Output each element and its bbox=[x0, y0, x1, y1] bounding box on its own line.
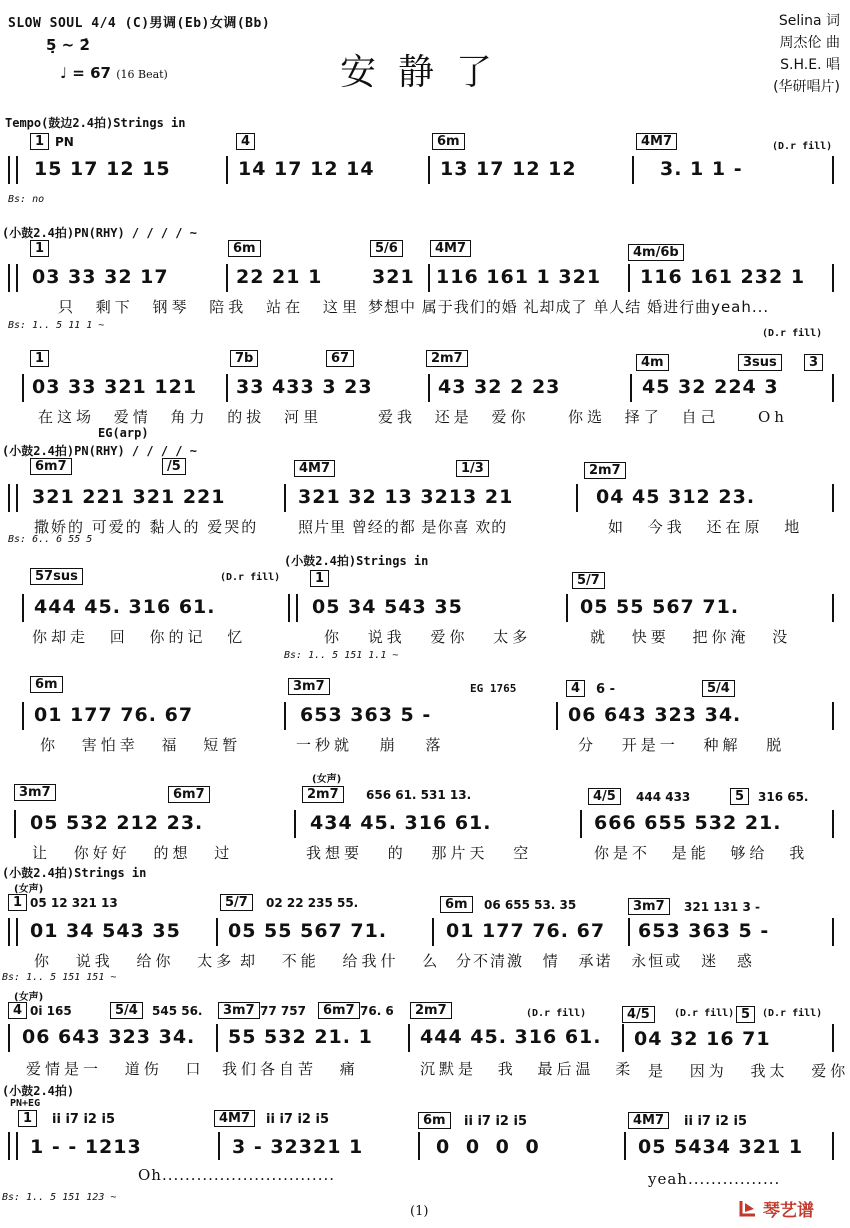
notes-measure: 03 33 32 17 bbox=[32, 266, 169, 288]
barline bbox=[832, 810, 834, 838]
chord-box: 57sus bbox=[30, 568, 83, 585]
chord-box: 4M7 bbox=[214, 1110, 255, 1127]
row2-annotation: (小鼓2.4拍)PN(RHY) / / / / ~ bbox=[2, 226, 197, 240]
bass-line: Bs: 1.. 5 11 1 ~ bbox=[8, 320, 105, 331]
chord-box: 1 bbox=[8, 894, 27, 911]
notes-measure: 321 221 321 221 bbox=[32, 486, 226, 508]
lyrics-line: 在这场 爱情 角力 的拔 河里 bbox=[38, 408, 323, 426]
chord-box: 4m/6b bbox=[628, 244, 684, 261]
bass-line: Bs: 1.. 5 151 1.1 ~ bbox=[284, 650, 399, 661]
notes-measure: 15 17 12 15 bbox=[34, 158, 171, 180]
upper-voice: ii i7 i2 i5 bbox=[464, 1114, 527, 1129]
barline bbox=[832, 264, 834, 292]
notes-measure: 444 45. 316 61. bbox=[34, 596, 216, 618]
notes-measure: 116 161 1 321 bbox=[436, 266, 602, 288]
bass-line: Bs: 1.. 5 151 123 ~ bbox=[2, 1192, 117, 1203]
lyrics-line: 却 不能 给我什 么 bbox=[240, 952, 442, 970]
label: (华研唱片) bbox=[773, 79, 840, 95]
row10-annotation: (小鼓2.4拍) bbox=[2, 1084, 75, 1098]
drum-fill-note: (D.r fill) bbox=[674, 1008, 735, 1019]
meta-line: SLOW SOUL 4/4 (C)男调(Eb)女调(Bb) bbox=[8, 16, 271, 31]
notes-measure: 444 45. 316 61. bbox=[420, 1026, 602, 1048]
chord-box: 5/7 bbox=[220, 894, 253, 911]
chord-box: 5/7 bbox=[572, 572, 605, 589]
notes-measure: 43 32 2 23 bbox=[438, 376, 561, 398]
notes-measure: 1 - - 1213 bbox=[30, 1136, 142, 1158]
chord-box: 3m7 bbox=[218, 1002, 260, 1019]
barline bbox=[432, 918, 434, 946]
barline bbox=[832, 594, 834, 622]
female-voice-marker: (女声) bbox=[14, 992, 44, 1003]
drum-fill-note: (D.r fill) bbox=[762, 1008, 823, 1019]
chord-box: 1 bbox=[30, 240, 49, 257]
chord-box: 5/4 bbox=[110, 1002, 143, 1019]
lyrics-line: 就 快要 把你淹 没 bbox=[590, 628, 792, 646]
notes-measure: 3. 1 1 - bbox=[660, 158, 743, 180]
barline bbox=[622, 1024, 624, 1052]
row1-annotation: Tempo(鼓边2.4拍)Strings in bbox=[5, 116, 186, 130]
lyrics-line: 照片里 曾经的都 是你喜 欢的 bbox=[298, 518, 508, 536]
lyrics-line: 分 开是一 种解 脱 bbox=[578, 736, 786, 754]
barline bbox=[832, 1024, 834, 1052]
chord-box: 1 bbox=[18, 1110, 37, 1127]
lyrics-line: 爱我 还是 爱你 bbox=[378, 408, 530, 426]
double-barline bbox=[8, 1132, 18, 1160]
lyrics-line: 你却走 回 你的记 忆 bbox=[32, 628, 247, 646]
barline bbox=[428, 374, 430, 402]
tempo-beat: (16 Beat) bbox=[116, 68, 168, 81]
upper-voice: 444 433 bbox=[636, 790, 691, 804]
barline bbox=[22, 594, 24, 622]
notes-measure: 05 55 567 71. bbox=[580, 596, 740, 618]
upper-voice: 321 131 3 - bbox=[684, 900, 760, 914]
drum-fill-note: (D.r fill) bbox=[526, 1008, 587, 1019]
chord-box: 4 bbox=[236, 133, 255, 150]
barline bbox=[216, 918, 218, 946]
drum-fill-note: (D.r fill) bbox=[220, 572, 281, 583]
row10-annotation: PN+EG bbox=[10, 1098, 41, 1109]
lyrics-line: 撒娇的 可爱的 黏人的 爱哭的 bbox=[34, 518, 259, 536]
double-barline bbox=[8, 484, 18, 512]
barline bbox=[284, 484, 286, 512]
upper-voice: 316 65. bbox=[758, 790, 809, 804]
chord-box: 2m7 bbox=[584, 462, 626, 479]
lyrics-line: 你是不 是能 够给 我 bbox=[594, 844, 809, 862]
barline bbox=[226, 264, 228, 292]
brand-logo bbox=[738, 1196, 814, 1221]
upper-voice: 656 61. 531 13. bbox=[366, 788, 472, 802]
bass-line: Bs: no bbox=[8, 194, 45, 205]
row5-annotation: (小鼓2.4拍)Strings in bbox=[284, 554, 429, 568]
eg-marker: EG 1765 bbox=[470, 682, 517, 695]
chord-box: 5/6 bbox=[370, 240, 403, 257]
barline bbox=[556, 702, 558, 730]
barline bbox=[22, 702, 24, 730]
barline bbox=[284, 702, 286, 730]
chord-box: 2m7 bbox=[302, 786, 344, 803]
notes-measure: 33 433 3 23 bbox=[236, 376, 373, 398]
row4-annotation: (小鼓2.4拍)PN(RHY) / / / / ~ bbox=[2, 444, 197, 458]
notes-measure: 01 177 76. 67 bbox=[34, 704, 194, 726]
chord-box: 1/3 bbox=[456, 460, 489, 477]
chord-box: 1 bbox=[310, 570, 329, 587]
chord-box: 4m bbox=[636, 354, 669, 371]
page-number: (1) bbox=[410, 1204, 429, 1219]
lyrics-line: 沉默是 我 最后温 柔 bbox=[420, 1060, 635, 1078]
lyrics-line: 你 说我 给你 太多 bbox=[34, 952, 236, 970]
chord-box: /5 bbox=[162, 458, 186, 475]
chord-box: 3m7 bbox=[288, 678, 330, 695]
notes-measure: 321 bbox=[372, 266, 415, 288]
barline bbox=[832, 1132, 834, 1160]
lyrics-line: 一秒就 崩 落 bbox=[296, 736, 445, 754]
chord-box: 6m bbox=[418, 1112, 451, 1129]
notes-measure: 13 17 12 12 bbox=[440, 158, 577, 180]
tempo-value: ♩ = 67 bbox=[60, 64, 111, 82]
chord-box: 4M7 bbox=[636, 133, 677, 150]
drum-fill-note: (D.r fill) bbox=[772, 141, 833, 152]
notes-measure: 653 363 5 - bbox=[300, 704, 432, 726]
notes-measure: 22 21 1 bbox=[236, 266, 323, 288]
lyrics-line: 你选 择了 自己 bbox=[568, 408, 720, 426]
upper-voice: 0i 165 bbox=[30, 1004, 72, 1018]
upper-voice: ii i7 i2 i5 bbox=[52, 1112, 115, 1127]
notes-measure: 14 17 12 14 bbox=[238, 158, 375, 180]
barline bbox=[408, 1024, 410, 1052]
brand-name: 琴艺谱 bbox=[763, 1201, 814, 1221]
barline bbox=[14, 810, 16, 838]
tempo-marking bbox=[60, 64, 168, 82]
double-barline bbox=[8, 264, 18, 292]
notes-measure: 653 363 5 - bbox=[638, 920, 770, 942]
chord-box: 6m bbox=[228, 240, 261, 257]
upper-voice: ii i7 i2 i5 bbox=[684, 1114, 747, 1129]
lyrics-line: 我们各自苦 痛 bbox=[222, 1060, 359, 1078]
chord-box: 4/5 bbox=[622, 1006, 655, 1023]
lyrics-line: Oh bbox=[758, 408, 788, 426]
chord-box: 4 bbox=[566, 680, 585, 697]
barline bbox=[428, 156, 430, 184]
row8-annotation: (小鼓2.4拍)Strings in bbox=[2, 866, 147, 880]
notes-measure: 3 - 32321 1 bbox=[232, 1136, 364, 1158]
chord-box: 7b bbox=[230, 350, 258, 367]
barline bbox=[832, 156, 834, 184]
chord-box: 5/4 bbox=[702, 680, 735, 697]
upper-voice: 76. 6 bbox=[360, 1004, 394, 1018]
chord-box: 2m7 bbox=[426, 350, 468, 367]
notes-measure: 666 655 532 21. bbox=[594, 812, 782, 834]
singer: S.H.E. 唱 bbox=[780, 57, 840, 73]
barline bbox=[216, 1024, 218, 1052]
barline bbox=[624, 1132, 626, 1160]
barline bbox=[630, 374, 632, 402]
upper-voice: 06 655 53. 35 bbox=[484, 898, 577, 912]
chord-box: 5 bbox=[730, 788, 749, 805]
lyrics-line: 爱情是一 道伤 口 bbox=[26, 1060, 205, 1078]
chord-box: 3m7 bbox=[14, 784, 56, 801]
chord-box: 4/5 bbox=[588, 788, 621, 805]
chord-box: 4M7 bbox=[294, 460, 335, 477]
barline bbox=[8, 1024, 10, 1052]
upper-voice: 05 12 321 13 bbox=[30, 896, 118, 910]
notes-measure: 05 5434 321 1 bbox=[638, 1136, 804, 1158]
chord-box: 1 bbox=[30, 350, 49, 367]
female-voice-marker: (女声) bbox=[312, 774, 342, 785]
double-barline bbox=[288, 594, 298, 622]
lyrics-line: 是 因为 我太 爱你 bbox=[648, 1062, 850, 1080]
chord-box: 3sus bbox=[738, 354, 782, 371]
chord-box: 1 bbox=[30, 133, 49, 150]
barline bbox=[832, 702, 834, 730]
lyrics-line: yeah................ bbox=[648, 1170, 781, 1188]
song-title: 安静了 bbox=[340, 52, 515, 93]
chord-box: 6m bbox=[30, 676, 63, 693]
pn-marker: PN bbox=[55, 135, 74, 149]
upper-voice: 02 22 235 55. bbox=[266, 896, 359, 910]
upper-voice: ii i7 i2 i5 bbox=[266, 1112, 329, 1127]
barline bbox=[22, 374, 24, 402]
double-barline bbox=[8, 156, 18, 184]
barline bbox=[418, 1132, 420, 1160]
extra-notes: 6 - bbox=[596, 682, 615, 697]
chord-box: 67 bbox=[326, 350, 354, 367]
barline bbox=[832, 918, 834, 946]
notes-measure: 01 177 76. 67 bbox=[446, 920, 606, 942]
barline bbox=[226, 156, 228, 184]
notes-measure: 116 161 232 1 bbox=[640, 266, 806, 288]
drum-fill-note: (D.r fill) bbox=[762, 328, 823, 339]
chord-box: 2m7 bbox=[410, 1002, 452, 1019]
chord-box: 3m7 bbox=[628, 898, 670, 915]
notes-measure: 03 33 321 121 bbox=[32, 376, 198, 398]
chord-box: 4 bbox=[8, 1002, 27, 1019]
notes-measure: 06 643 323 34. bbox=[22, 1026, 196, 1048]
barline bbox=[566, 594, 568, 622]
notes-measure: 01 34 543 35 bbox=[30, 920, 181, 942]
lyrics-line: Oh.............................. bbox=[138, 1166, 335, 1184]
barline bbox=[294, 810, 296, 838]
notes-measure: 05 34 543 35 bbox=[312, 596, 463, 618]
barline bbox=[628, 264, 630, 292]
barline bbox=[628, 918, 630, 946]
barline bbox=[218, 1132, 220, 1160]
lyrics-line: 分不清激 情 承诺 永恒或 迷 惑 bbox=[456, 952, 754, 970]
notes-measure: 05 55 567 71. bbox=[228, 920, 388, 942]
bass-line: Bs: 6.. 6 55 5 bbox=[8, 534, 93, 545]
lyrics-line: 只 剩下 钢琴 陪我 站在 这里 bbox=[58, 298, 361, 316]
brand-logo-icon bbox=[738, 1199, 760, 1219]
chord-box: 6m7 bbox=[30, 458, 72, 475]
chord-box: 6m7 bbox=[318, 1002, 360, 1019]
barline bbox=[576, 484, 578, 512]
double-barline bbox=[8, 918, 18, 946]
lyrics-line: 梦想中 属于我们的婚 礼却成了 单人结 婚进行曲yeah... bbox=[368, 298, 770, 316]
barline bbox=[632, 156, 634, 184]
chord-box: 6m bbox=[432, 133, 465, 150]
lyrics-line: 我想要 的 那片天 空 bbox=[306, 844, 533, 862]
notes-measure: 05 532 212 23. bbox=[30, 812, 204, 834]
chord-box: 6m bbox=[440, 896, 473, 913]
notes-measure: 55 532 21. 1 bbox=[228, 1026, 373, 1048]
notes-measure: 06 643 323 34. bbox=[568, 704, 742, 726]
chord-box: 4M7 bbox=[628, 1112, 669, 1129]
barline bbox=[832, 484, 834, 512]
composer: 周杰伦 曲 bbox=[779, 35, 840, 51]
notes-measure: 45 32 224 3 bbox=[642, 376, 779, 398]
notes-measure: 04 45 312 23. bbox=[596, 486, 756, 508]
chord-box: 6m7 bbox=[168, 786, 210, 803]
chord-box: 3 bbox=[804, 354, 823, 371]
barline bbox=[226, 374, 228, 402]
lyrics-line: 你 害怕幸 福 短暂 bbox=[40, 736, 242, 754]
credits bbox=[773, 10, 840, 98]
upper-voice: 77 757 bbox=[260, 1004, 306, 1018]
barline bbox=[580, 810, 582, 838]
chord-box: 4M7 bbox=[430, 240, 471, 257]
notes-measure: 04 32 16 71 bbox=[634, 1028, 771, 1050]
notes-measure: 321 32 13 3213 21 bbox=[298, 486, 514, 508]
barline bbox=[832, 374, 834, 402]
bass-line: Bs: 1.. 5 151 151 ~ bbox=[2, 972, 117, 983]
lyricist: Selina 词 bbox=[778, 13, 840, 29]
range-indicator: 5̣ ~ 2̇ bbox=[46, 36, 90, 54]
female-voice-marker: (女声) bbox=[14, 884, 44, 895]
upper-voice: 545 56. bbox=[152, 1004, 203, 1018]
row4-annotation: EG(arp) bbox=[98, 426, 149, 440]
barline bbox=[428, 264, 430, 292]
lyrics-line: 你 说我 爱你 太多 bbox=[324, 628, 532, 646]
lyrics-line: 让 你好好 的想 过 bbox=[32, 844, 234, 862]
lyrics-line: 如 今我 还在原 地 bbox=[608, 518, 804, 536]
notes-measure: 434 45. 316 61. bbox=[310, 812, 492, 834]
notes-measure: 0 0 0 0 bbox=[436, 1136, 540, 1158]
chord-box: 5 bbox=[736, 1006, 755, 1023]
